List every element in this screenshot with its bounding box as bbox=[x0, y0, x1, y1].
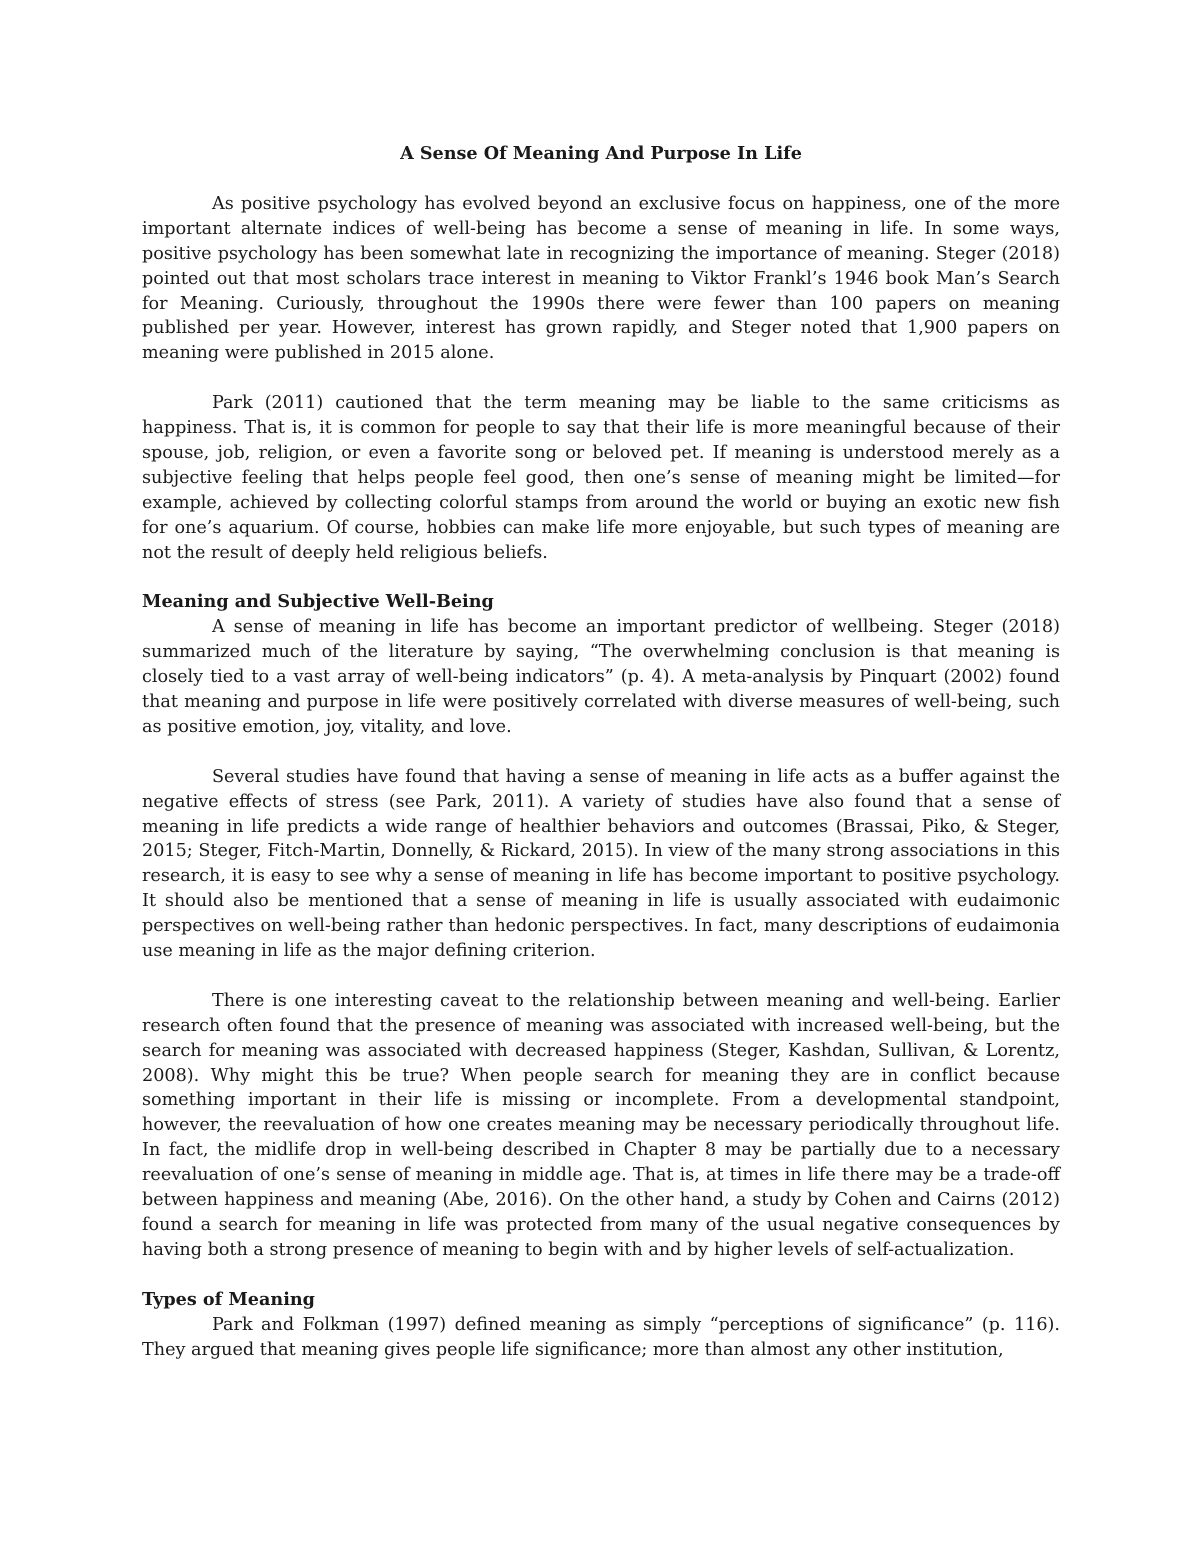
section-heading: Meaning and Subjective Well-Being bbox=[142, 591, 494, 613]
body-paragraph: There is one interesting caveat to the relationship between meaning and well-being. Earlier research often found that the presence of meaning was associated with increased well-being, but the search for meaning was associated with decreased happiness (Steger, Kashdan, Sullivan, & Lorentz, 2008). Why might this be true? When people search for meaning they are in conflict because something important in their life is missing or incomplete. From a developmental standpoint, however, the reevaluation of how one creates meaning may be necessary periodically throughout life. In fact, the midlife drop in well-being described in Chapter 8 may be partially due to a necessary reevaluation of one’s sense of meaning in middle age. That is, at times in life there may be a trade-off between happiness and meaning (Abe, 2016). On the other hand, a study by Cohen and Cairns (2012) found a search for meaning in life was protected from many of the usual negative consequences by having both a strong presence of meaning to begin with and by higher levels of self-actualization. bbox=[142, 990, 1060, 1260]
body-paragraph: Park and Folkman (1997) defined meaning as simply “perceptions of significance” (p. 116). They argued that meaning gives people life significance; more than almost any other institution, bbox=[142, 1314, 1060, 1360]
body-paragraph: As positive psychology has evolved beyond an exclusive focus on happiness, one of the more important alternate indices of well-being has become a sense of meaning in life. In some ways, positive psychology has been somewhat late in recognizing the importance of meaning. Steger (2018) pointed out that most scholars trace interest in meaning to Viktor Frankl’s 1946 book Man’s Search for Meaning. Curiously, throughout the 1990s there were fewer than 100 papers on meaning published per year. However, interest has grown rapidly, and Steger noted that 1,900 papers on meaning were published in 2015 alone. bbox=[142, 193, 1060, 364]
document-page bbox=[142, 142, 1060, 1387]
document-title: A Sense Of Meaning And Purpose In Life bbox=[400, 143, 802, 164]
body-paragraph: Park (2011) cautioned that the term meaning may be liable to the same criticisms as happiness. That is, it is common for people to say that their life is more meaningful because of their spouse, job, religion, or even a favorite song or beloved pet. If meaning is understood merely as a subjective feeling that helps people feel good, then one’s sense of meaning might be limited—for example, achieved by collecting colorful stamps from around the world or buying an exotic new fish for one’s aquarium. Of course, hobbies can make life more enjoyable, but such types of meaning are not the result of deeply held religious beliefs. bbox=[142, 393, 1060, 563]
section-heading: Types of Meaning bbox=[142, 1288, 315, 1310]
body-paragraph: Several studies have found that having a sense of meaning in life acts as a buffer against the negative effects of stress (see Park, 2011). A variety of studies have also found that a sense of meaning in life predicts a wide range of healthier behaviors and outcomes (Brassai, Piko, & Steger, 2015; Steger, Fitch-Martin, Donnelly, & Rickard, 2015). In view of the many strong associations in this research, it is easy to see why a sense of meaning in life has become important to positive psychology. It should also be mentioned that a sense of meaning in life is usually associated with eudaimonic perspectives on well-being rather than hedonic perspectives. In fact, many descriptions of eudaimonia use meaning in life as the major defining criterion. bbox=[142, 766, 1060, 962]
body-paragraph: A sense of meaning in life has become an important predictor of wellbeing. Steger (2018) summarized much of the literature by saying, “The overwhelming conclusion is that meaning is closely tied to a vast array of well-being indicators” (p. 4). A meta-analysis by Pinquart (2002) found that meaning and purpose in life were positively correlated with diverse measures of well-being, such as positive emotion, joy, vitality, and love. bbox=[142, 617, 1060, 737]
